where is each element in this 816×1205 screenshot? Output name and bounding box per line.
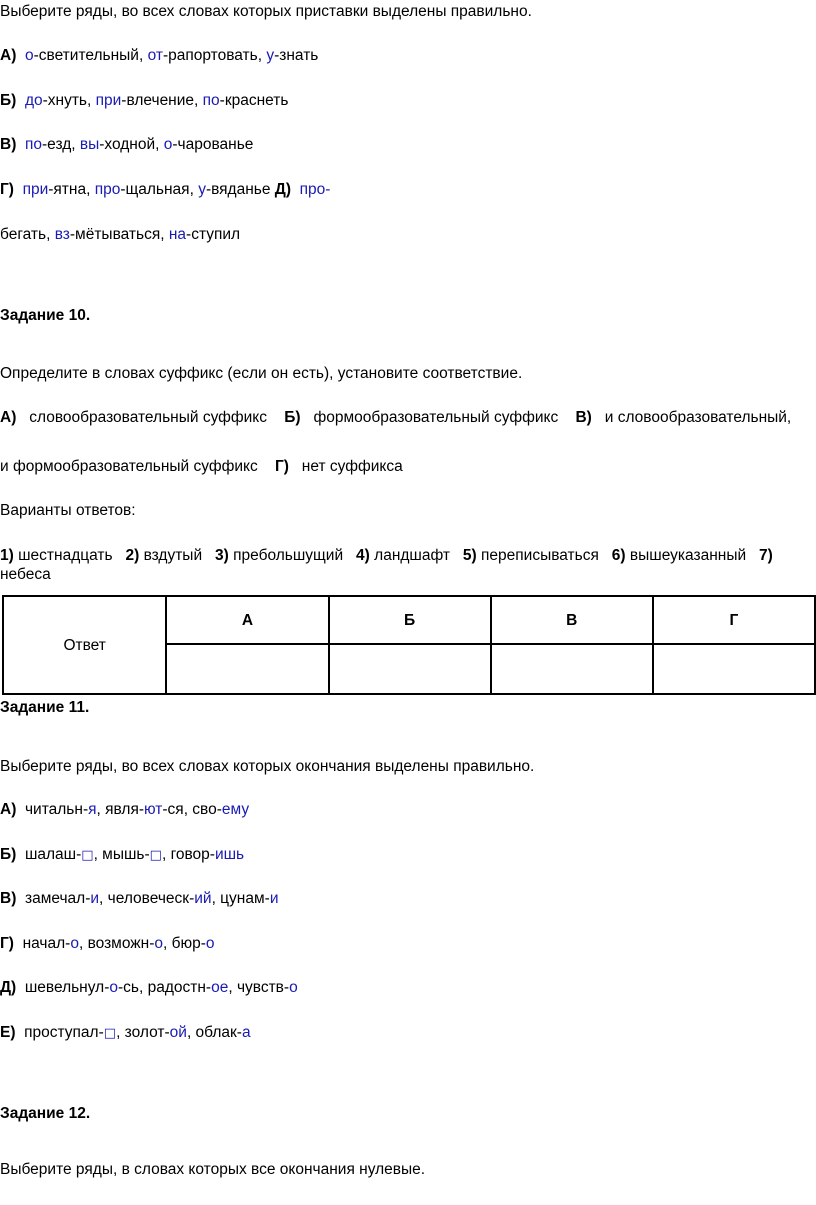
text-run: и формообразовательный суффикс [0,458,275,475]
highlighted-morpheme: о [205,935,215,952]
option-letter: А) [0,47,17,64]
highlighted-morpheme: на [168,226,187,243]
highlighted-morpheme: ое [211,979,229,996]
option-letter: 3) [215,547,229,564]
text-run: формообразовательный суффикс [300,409,576,426]
option-letter: 5) [462,547,477,564]
task11-row-e [0,1023,251,1043]
text-run: -хнуть, [42,92,96,109]
option-letter: Б) [0,92,17,109]
text-run: -рапортовать, [162,47,267,64]
text-run: -ся, сво- [162,801,222,818]
task12-title: Задание 12. [0,1105,91,1122]
text-run: читальн- [24,801,89,818]
text-run: -ходной, [99,136,164,153]
answer-header-g: Г [653,596,815,644]
highlighted-morpheme: - [325,181,331,198]
task10-options [0,408,812,427]
task9-row-v [0,135,253,154]
option-letter: Б) [0,846,17,863]
task11-row-d [0,978,298,997]
option-letter: Д) [0,979,17,996]
option-letter: 4) [356,547,370,564]
answer-cell-a[interactable] [166,644,328,694]
task9-row-g-d [0,180,330,199]
task11-row-g [0,934,215,953]
text-run: -мётываться, [69,226,169,243]
option-letter: 6) [611,547,626,564]
task10-question: Определите в словах суффикс (если он есть), установите соответствие. [0,365,523,382]
text-run: и словообразовательный, [591,409,792,426]
option-letter: В) [575,409,592,426]
text-run: -чарованье [172,136,254,153]
text-run: небеса [0,547,778,583]
text-run: начал- [22,935,71,952]
highlighted-morpheme: и [269,890,279,907]
text-run: -краснеть [219,92,289,109]
option-letter: Е) [0,1024,16,1041]
highlighted-morpheme: ий [194,890,212,907]
text-run: ландшафт [369,547,463,564]
task11-question: Выберите ряды, во всех словах которых окончания выделены правильно. [0,758,535,775]
text-run: переписываться [476,547,612,564]
text-run: , чувств- [228,979,290,996]
highlighted-morpheme: по [24,136,42,153]
answer-table [2,595,816,695]
highlighted-morpheme: про [299,181,326,198]
text-run: , бюр- [163,935,206,952]
highlighted-morpheme: при [22,181,49,198]
text-run: шевельнул- [24,979,110,996]
highlighted-morpheme: вз [54,226,70,243]
text-run: шестнадцать [13,547,126,564]
task10-title: Задание 10. [0,307,91,324]
task10-variants-label: Варианты ответов: [0,502,136,519]
text-run: словообразовательный суффикс [16,409,285,426]
highlighted-morpheme: я [88,801,97,818]
text-run: , цунам- [211,890,270,907]
text-run: , человеческ- [99,890,195,907]
text-run: , мышь- [93,846,150,863]
option-letter: А) [0,801,17,818]
highlighted-morpheme: до [24,92,43,109]
highlighted-morpheme: у [198,181,206,198]
text-run: , золот- [116,1024,170,1041]
text-run: , возможн- [78,935,155,952]
text-run: вышеуказанный [625,547,760,564]
highlighted-morpheme: а [241,1024,251,1041]
highlighted-morpheme: ему [221,801,250,818]
text-run: замечал- [24,890,91,907]
answer-header-a: А [166,596,328,644]
highlighted-morpheme: у [266,47,275,64]
task9-question: Выберите ряды, во всех словах которых приставки выделены правильно. [0,3,532,20]
highlighted-morpheme: о [70,935,79,952]
text-run: -ятна, [48,181,95,198]
task12-question: Выберите ряды, в словах которых все окончания нулевые. [0,1161,426,1178]
text-run: , облак- [186,1024,242,1041]
task11-row-b [0,845,244,865]
highlighted-morpheme: ой [169,1024,187,1041]
task10-variants [0,546,812,584]
highlighted-morpheme: и [90,890,100,907]
text-run: -щальная, [120,181,199,198]
option-letter: А) [0,409,17,426]
option-letter: Д) [274,181,291,198]
zero-ending-box: □ [103,1026,117,1041]
task11-row-a [0,800,249,819]
zero-ending-box: □ [81,848,94,863]
answer-cell-v[interactable] [491,644,653,694]
text-run: шалаш- [24,846,82,863]
answer-cell-b[interactable] [329,644,491,694]
text-run: пребольшущий [228,547,357,564]
highlighted-morpheme: про [94,181,121,198]
task9-row-d-cont [0,225,240,244]
text-run: , явля- [96,801,144,818]
option-letter: Г) [274,458,289,475]
task9-row-a [0,46,318,65]
task9-row-b [0,91,288,110]
text-run: -влечение, [121,92,203,109]
text-run: -вяданье [205,181,275,198]
text-run: нет суффикса [288,458,403,475]
text-run: -знать [274,47,319,64]
option-letter: Г) [0,181,14,198]
text-run: вздутый [139,547,216,564]
highlighted-morpheme: вы [79,136,100,153]
text-run: -сь, радостн- [118,979,212,996]
task11-row-v [0,889,278,908]
highlighted-morpheme: ют [144,801,163,818]
option-letter: 7) [759,547,773,564]
highlighted-morpheme: о [24,47,34,64]
zero-ending-box: □ [149,848,162,863]
text-run: бегать, [0,226,55,243]
text-run: проступал- [24,1024,104,1041]
text-run: -ступил [186,226,241,243]
answer-label: Ответ [3,596,166,694]
highlighted-morpheme: о [163,136,173,153]
option-letter: В) [0,890,17,907]
highlighted-morpheme: от [147,47,163,64]
highlighted-morpheme: по [202,92,220,109]
highlighted-morpheme: о [289,979,298,996]
answer-header-b: Б [329,596,491,644]
option-letter: Б) [284,409,301,426]
highlighted-morpheme: о [154,935,163,952]
text-run: , говор- [161,846,215,863]
task10-options-line2 [0,457,403,476]
answer-cell-g[interactable] [653,644,815,694]
text-run: -светительный, [33,47,148,64]
highlighted-morpheme: ишь [214,846,245,863]
highlighted-morpheme: при [95,92,122,109]
option-letter: В) [0,136,17,153]
answer-header-v: В [491,596,653,644]
option-letter: Г) [0,935,14,952]
text-run [291,181,300,198]
task11-title: Задание 11. [0,699,90,716]
highlighted-morpheme: о [109,979,118,996]
option-letter: 2) [125,547,140,564]
option-letter: 1) [0,547,14,564]
text-run: -езд, [42,136,80,153]
